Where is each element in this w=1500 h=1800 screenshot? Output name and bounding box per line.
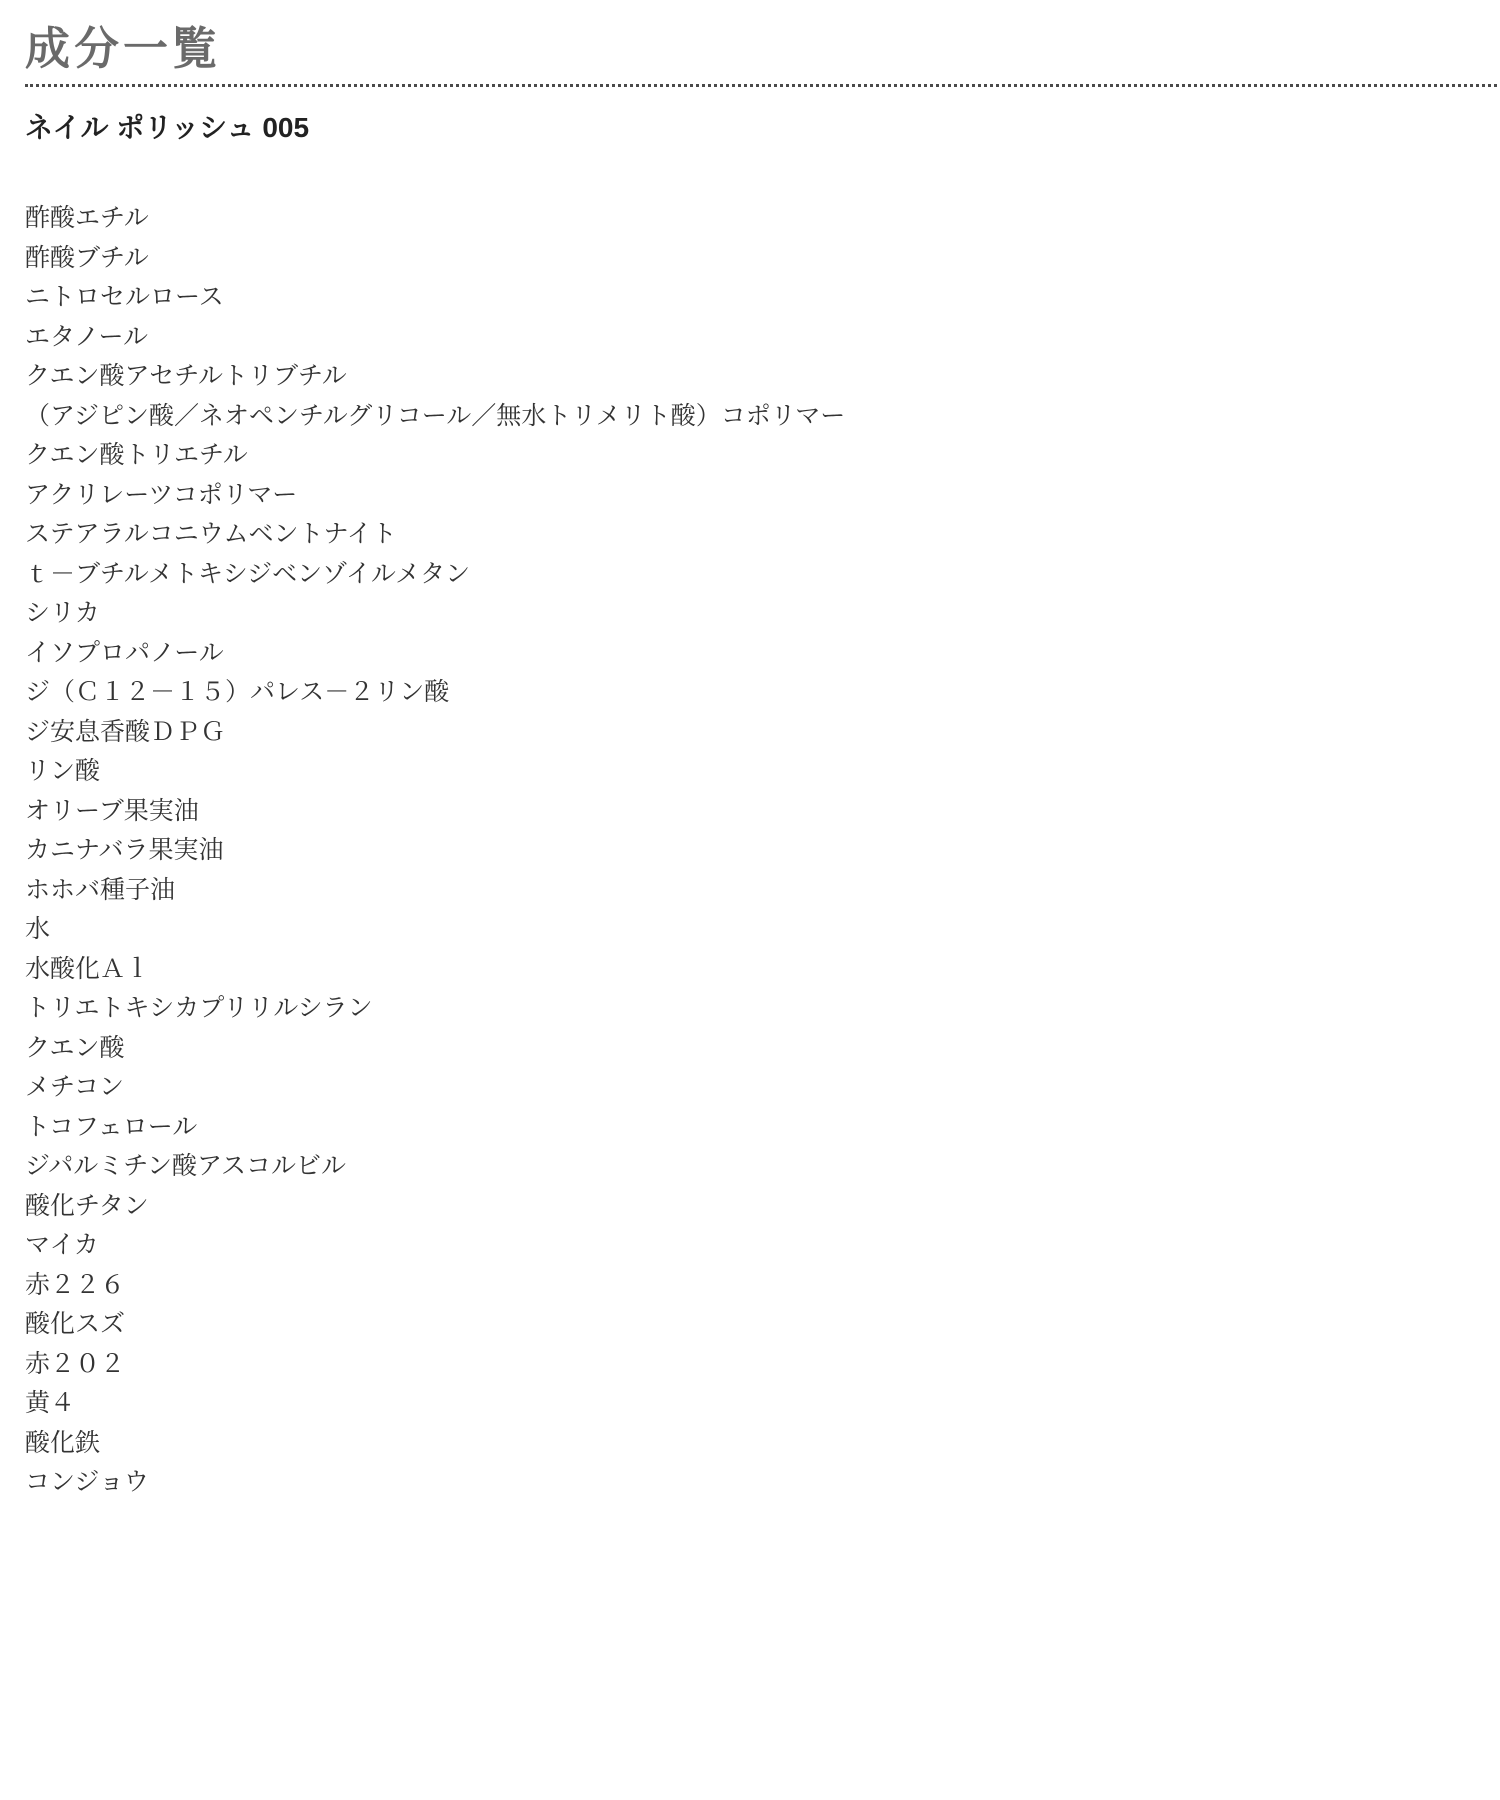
product-name: ネイル ポリッシュ 005 xyxy=(25,112,310,143)
ingredient-item: マイカ xyxy=(25,1231,99,1259)
ingredient-item: クエン酸トリエチル xyxy=(25,441,248,469)
ingredient-item: 赤２２６ xyxy=(25,1270,126,1299)
ingredient-item: 酸化チタン xyxy=(25,1191,149,1220)
ingredient-item: コンジョウ xyxy=(25,1468,149,1496)
ingredient-item: 黄４ xyxy=(25,1389,76,1417)
ingredient-item: ステアラルコニウムベントナイト xyxy=(25,520,397,548)
ingredient-item: ホホバ種子油 xyxy=(25,875,176,904)
ingredient-item: クエン酸 xyxy=(25,1033,125,1062)
ingredient-item: ニトロセルロース xyxy=(25,283,224,311)
ingredient-item: （アジピン酸／ネオペンチルグリコール／無水トリメリト酸）コポリマー xyxy=(25,401,846,430)
ingredient-item: シリカ xyxy=(25,599,100,627)
page-title: 成分一覧 xyxy=(25,23,222,74)
ingredient-item: オリーブ果実油 xyxy=(25,796,199,825)
ingredient-item: イソプロパノール xyxy=(25,638,224,667)
ingredient-item: ジ（Ｃ１２－１５）パレス－２リン酸 xyxy=(25,678,450,706)
ingredient-item: ジパルミチン酸アスコルビル xyxy=(25,1152,347,1180)
ingredient-item: 赤２０２ xyxy=(25,1349,126,1378)
ingredient-item: 酢酸エチル xyxy=(25,204,149,232)
ingredient-item: ｔ－ブチルメトキシジベンゾイルメタン xyxy=(25,559,471,588)
ingredient-item: リン酸 xyxy=(25,757,101,785)
ingredient-item: 酸化鉄 xyxy=(25,1428,101,1457)
ingredient-item: カニナバラ果実油 xyxy=(25,836,224,864)
ingredient-item: 水酸化Ａｌ xyxy=(25,954,151,983)
ingredient-item: クエン酸アセチルトリブチル xyxy=(25,362,347,390)
ingredient-item: メチコン xyxy=(25,1073,125,1101)
ingredient-item: アクリレーツコポリマー xyxy=(25,480,298,509)
ingredient-item: トリエトキシカプリリルシラン xyxy=(25,994,373,1022)
ingredient-item: ジ安息香酸ＤＰＧ xyxy=(25,717,226,746)
ingredient-item: トコフェロール xyxy=(25,1112,198,1141)
ingredient-item: 酢酸ブチル xyxy=(25,243,149,272)
ingredient-list xyxy=(25,199,1500,1503)
ingredient-item: 酸化スズ xyxy=(25,1310,126,1338)
dotted-divider xyxy=(25,84,1497,87)
ingredient-item: エタノール xyxy=(25,322,149,351)
ingredient-item: 水 xyxy=(25,915,51,943)
